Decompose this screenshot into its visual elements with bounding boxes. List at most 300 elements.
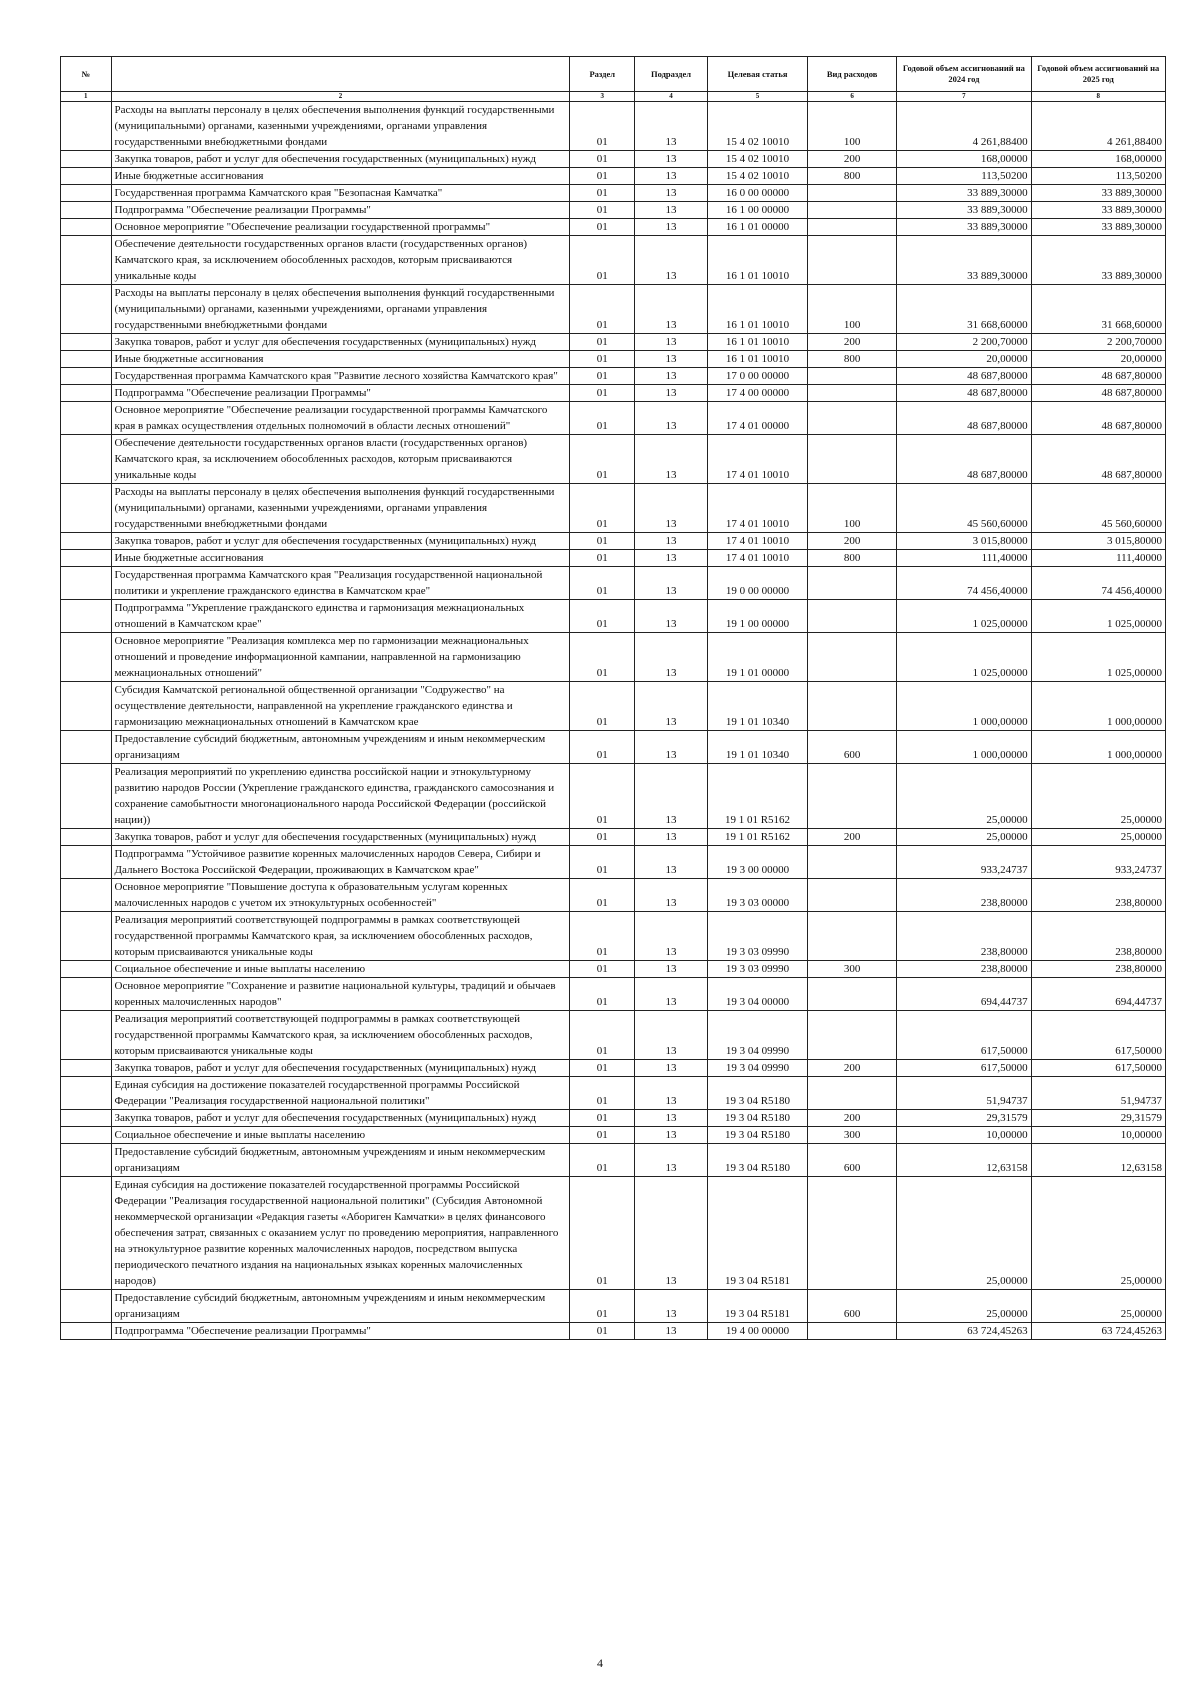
row-podrazdel-cell: 13	[634, 351, 707, 368]
row-name-cell: Основное мероприятие "Обеспечение реализации государственной программы"	[111, 219, 570, 236]
row-number-cell	[61, 236, 112, 285]
row-target-article-cell: 16 1 00 00000	[708, 202, 808, 219]
row-2025-cell: 933,24737	[1031, 846, 1165, 879]
row-target-article-cell: 17 4 01 10010	[708, 533, 808, 550]
row-name-cell: Иные бюджетные ассигнования	[111, 351, 570, 368]
row-number-cell	[61, 1177, 112, 1290]
row-podrazdel-cell: 13	[634, 368, 707, 385]
header-row	[61, 57, 1166, 92]
row-podrazdel-cell: 13	[634, 1110, 707, 1127]
row-expense-type-cell: 100	[808, 484, 897, 533]
row-expense-type-cell	[808, 1323, 897, 1340]
table-row	[61, 846, 1166, 879]
row-2025-cell: 238,80000	[1031, 912, 1165, 961]
row-2025-cell: 113,50200	[1031, 168, 1165, 185]
row-expense-type-cell	[808, 368, 897, 385]
table-row	[61, 351, 1166, 368]
row-2024-cell: 48 687,80000	[897, 402, 1031, 435]
row-2024-cell: 113,50200	[897, 168, 1031, 185]
row-target-article-cell: 17 4 00 00000	[708, 385, 808, 402]
row-podrazdel-cell: 13	[634, 912, 707, 961]
row-razdel-cell: 01	[570, 402, 634, 435]
table-row	[61, 731, 1166, 764]
row-target-article-cell: 19 3 04 R5181	[708, 1290, 808, 1323]
col-number: 8	[1031, 92, 1165, 102]
row-number-cell	[61, 1323, 112, 1340]
row-target-article-cell: 15 4 02 10010	[708, 151, 808, 168]
row-name-cell: Единая субсидия на достижение показателей государственной программы Российской Федерации "Реализация государственной национальной политики"	[111, 1077, 570, 1110]
row-expense-type-cell	[808, 202, 897, 219]
row-2025-cell: 33 889,30000	[1031, 202, 1165, 219]
row-name-cell: Государственная программа Камчатского края "Развитие лесного хозяйства Камчатского края"	[111, 368, 570, 385]
row-number-cell	[61, 1011, 112, 1060]
row-name-cell: Основное мероприятие "Реализация комплекса мер по гармонизации межнациональных отношений и проведение информационной кампании, направленной на гармонизацию межнациональных отношений"	[111, 633, 570, 682]
row-expense-type-cell	[808, 567, 897, 600]
row-razdel-cell: 01	[570, 978, 634, 1011]
row-podrazdel-cell: 13	[634, 168, 707, 185]
row-number-cell	[61, 151, 112, 168]
row-name-cell: Реализация мероприятий по укреплению единства российской нации и этнокультурному развитию народов России (Укрепление гражданского единства, гражданского самосознания и сохранение самобытности многонационального народа Российской Федерации (российской нации))	[111, 764, 570, 829]
row-number-cell	[61, 961, 112, 978]
row-2025-cell: 168,00000	[1031, 151, 1165, 168]
row-name-cell: Социальное обеспечение и иные выплаты населению	[111, 961, 570, 978]
row-2025-cell: 1 000,00000	[1031, 682, 1165, 731]
row-expense-type-cell	[808, 879, 897, 912]
row-target-article-cell: 16 1 01 10010	[708, 285, 808, 334]
row-target-article-cell: 19 3 00 00000	[708, 846, 808, 879]
budget-table	[60, 56, 1166, 1340]
table-row	[61, 912, 1166, 961]
table-row	[61, 764, 1166, 829]
row-2024-cell: 33 889,30000	[897, 185, 1031, 202]
row-target-article-cell: 15 4 02 10010	[708, 102, 808, 151]
row-2024-cell: 31 668,60000	[897, 285, 1031, 334]
table-row	[61, 236, 1166, 285]
row-number-cell	[61, 285, 112, 334]
row-target-article-cell: 19 3 03 09990	[708, 912, 808, 961]
row-number-cell	[61, 102, 112, 151]
row-2024-cell: 2 200,70000	[897, 334, 1031, 351]
row-number-cell	[61, 682, 112, 731]
row-2024-cell: 1 025,00000	[897, 600, 1031, 633]
row-number-cell	[61, 633, 112, 682]
row-2025-cell: 238,80000	[1031, 961, 1165, 978]
row-razdel-cell: 01	[570, 533, 634, 550]
row-podrazdel-cell: 13	[634, 236, 707, 285]
table-row	[61, 1077, 1166, 1110]
row-2025-cell: 694,44737	[1031, 978, 1165, 1011]
row-target-article-cell: 19 3 04 R5180	[708, 1127, 808, 1144]
table-row	[61, 829, 1166, 846]
row-podrazdel-cell: 13	[634, 1127, 707, 1144]
row-2025-cell: 45 560,60000	[1031, 484, 1165, 533]
row-expense-type-cell	[808, 600, 897, 633]
row-2024-cell: 617,50000	[897, 1060, 1031, 1077]
row-expense-type-cell: 800	[808, 550, 897, 567]
row-target-article-cell: 19 3 04 09990	[708, 1060, 808, 1077]
row-2024-cell: 933,24737	[897, 846, 1031, 879]
row-2025-cell: 31 668,60000	[1031, 285, 1165, 334]
row-2024-cell: 45 560,60000	[897, 484, 1031, 533]
row-number-cell	[61, 533, 112, 550]
row-podrazdel-cell: 13	[634, 1144, 707, 1177]
row-2024-cell: 25,00000	[897, 1290, 1031, 1323]
table-row	[61, 1110, 1166, 1127]
table-row	[61, 202, 1166, 219]
row-target-article-cell: 19 1 01 R5162	[708, 829, 808, 846]
row-podrazdel-cell: 13	[634, 102, 707, 151]
row-podrazdel-cell: 13	[634, 731, 707, 764]
row-podrazdel-cell: 13	[634, 682, 707, 731]
row-expense-type-cell	[808, 435, 897, 484]
row-razdel-cell: 01	[570, 484, 634, 533]
row-podrazdel-cell: 13	[634, 600, 707, 633]
row-expense-type-cell	[808, 764, 897, 829]
table-row	[61, 219, 1166, 236]
table-body	[61, 102, 1166, 1340]
row-2025-cell: 63 724,45263	[1031, 1323, 1165, 1340]
table-row	[61, 633, 1166, 682]
row-number-cell	[61, 435, 112, 484]
row-name-cell: Предоставление субсидий бюджетным, автономным учреждениям и иным некоммерческим организациям	[111, 1144, 570, 1177]
row-2024-cell: 694,44737	[897, 978, 1031, 1011]
row-2024-cell: 33 889,30000	[897, 202, 1031, 219]
row-2025-cell: 2 200,70000	[1031, 334, 1165, 351]
row-podrazdel-cell: 13	[634, 285, 707, 334]
row-2024-cell: 51,94737	[897, 1077, 1031, 1110]
row-number-cell	[61, 1144, 112, 1177]
row-razdel-cell: 01	[570, 1144, 634, 1177]
row-name-cell: Реализация мероприятий соответствующей подпрограммы в рамках соответствующей государственной программы Камчатского края, за исключением обособленных расходов, которым присваиваются уникальные коды	[111, 912, 570, 961]
row-target-article-cell: 19 3 04 00000	[708, 978, 808, 1011]
row-number-cell	[61, 1110, 112, 1127]
row-razdel-cell: 01	[570, 368, 634, 385]
row-target-article-cell: 19 1 01 00000	[708, 633, 808, 682]
row-razdel-cell: 01	[570, 219, 634, 236]
row-expense-type-cell	[808, 236, 897, 285]
table-row	[61, 1177, 1166, 1290]
row-name-cell: Закупка товаров, работ и услуг для обеспечения государственных (муниципальных) нужд	[111, 334, 570, 351]
row-name-cell: Расходы на выплаты персоналу в целях обеспечения выполнения функций государственными (муниципальными) органами, казенными учреждениями, органами управления государственными внебюджетными фондами	[111, 102, 570, 151]
row-podrazdel-cell: 13	[634, 1323, 707, 1340]
table-row	[61, 285, 1166, 334]
row-2025-cell: 48 687,80000	[1031, 368, 1165, 385]
row-number-cell	[61, 402, 112, 435]
table-row	[61, 185, 1166, 202]
row-2024-cell: 63 724,45263	[897, 1323, 1031, 1340]
table-row	[61, 334, 1166, 351]
row-target-article-cell: 16 1 01 00000	[708, 219, 808, 236]
row-razdel-cell: 01	[570, 1060, 634, 1077]
row-target-article-cell: 17 4 01 10010	[708, 435, 808, 484]
col-number: 1	[61, 92, 112, 102]
col-header-podrazdel: Подраздел	[634, 57, 707, 92]
row-podrazdel-cell: 13	[634, 1077, 707, 1110]
row-2024-cell: 20,00000	[897, 351, 1031, 368]
row-razdel-cell: 01	[570, 1290, 634, 1323]
row-podrazdel-cell: 13	[634, 435, 707, 484]
row-expense-type-cell: 200	[808, 151, 897, 168]
row-2025-cell: 25,00000	[1031, 764, 1165, 829]
row-name-cell: Обеспечение деятельности государственных органов власти (государственных органов) Камчатского края, за исключением обособленных расходов, которым присваиваются уникальные коды	[111, 435, 570, 484]
table-row	[61, 102, 1166, 151]
row-expense-type-cell: 600	[808, 1144, 897, 1177]
row-number-cell	[61, 978, 112, 1011]
row-name-cell: Закупка товаров, работ и услуг для обеспечения государственных (муниципальных) нужд	[111, 1060, 570, 1077]
row-target-article-cell: 19 3 03 09990	[708, 961, 808, 978]
table-row	[61, 1290, 1166, 1323]
row-number-cell	[61, 385, 112, 402]
row-number-cell	[61, 368, 112, 385]
row-name-cell: Социальное обеспечение и иные выплаты населению	[111, 1127, 570, 1144]
row-2024-cell: 3 015,80000	[897, 533, 1031, 550]
row-2025-cell: 617,50000	[1031, 1060, 1165, 1077]
row-podrazdel-cell: 13	[634, 1011, 707, 1060]
row-2024-cell: 48 687,80000	[897, 368, 1031, 385]
row-podrazdel-cell: 13	[634, 846, 707, 879]
row-expense-type-cell: 100	[808, 285, 897, 334]
row-number-cell	[61, 185, 112, 202]
page-number: 4	[597, 1656, 603, 1670]
row-podrazdel-cell: 13	[634, 764, 707, 829]
col-header-target-article: Целевая статья	[708, 57, 808, 92]
row-name-cell: Закупка товаров, работ и услуг для обеспечения государственных (муниципальных) нужд	[111, 533, 570, 550]
row-target-article-cell: 19 1 01 10340	[708, 682, 808, 731]
row-target-article-cell: 19 3 03 00000	[708, 879, 808, 912]
row-name-cell: Подпрограмма "Обеспечение реализации Программы"	[111, 202, 570, 219]
table-row	[61, 1060, 1166, 1077]
row-podrazdel-cell: 13	[634, 484, 707, 533]
col-number: 5	[708, 92, 808, 102]
row-expense-type-cell: 800	[808, 168, 897, 185]
row-name-cell: Иные бюджетные ассигнования	[111, 168, 570, 185]
row-expense-type-cell	[808, 912, 897, 961]
row-razdel-cell: 01	[570, 1127, 634, 1144]
row-number-cell	[61, 219, 112, 236]
row-name-cell: Закупка товаров, работ и услуг для обеспечения государственных (муниципальных) нужд	[111, 829, 570, 846]
row-2025-cell: 33 889,30000	[1031, 185, 1165, 202]
table-row	[61, 1323, 1166, 1340]
row-expense-type-cell: 200	[808, 829, 897, 846]
row-razdel-cell: 01	[570, 567, 634, 600]
row-expense-type-cell: 600	[808, 731, 897, 764]
row-podrazdel-cell: 13	[634, 334, 707, 351]
table-row	[61, 533, 1166, 550]
row-2025-cell: 33 889,30000	[1031, 219, 1165, 236]
table-row	[61, 600, 1166, 633]
row-number-cell	[61, 1060, 112, 1077]
row-number-cell	[61, 1290, 112, 1323]
row-razdel-cell: 01	[570, 1011, 634, 1060]
row-2025-cell: 25,00000	[1031, 829, 1165, 846]
row-expense-type-cell	[808, 402, 897, 435]
row-number-cell	[61, 1077, 112, 1110]
row-2024-cell: 168,00000	[897, 151, 1031, 168]
row-2025-cell: 617,50000	[1031, 1011, 1165, 1060]
row-expense-type-cell	[808, 1011, 897, 1060]
row-2025-cell: 48 687,80000	[1031, 402, 1165, 435]
row-razdel-cell: 01	[570, 202, 634, 219]
row-podrazdel-cell: 13	[634, 533, 707, 550]
row-number-cell	[61, 879, 112, 912]
row-2025-cell: 12,63158	[1031, 1144, 1165, 1177]
table-row	[61, 978, 1166, 1011]
row-target-article-cell: 16 1 01 10010	[708, 236, 808, 285]
row-2024-cell: 1 000,00000	[897, 682, 1031, 731]
row-expense-type-cell	[808, 682, 897, 731]
row-razdel-cell: 01	[570, 1323, 634, 1340]
row-razdel-cell: 01	[570, 351, 634, 368]
row-target-article-cell: 19 1 00 00000	[708, 600, 808, 633]
row-expense-type-cell	[808, 385, 897, 402]
row-number-cell	[61, 846, 112, 879]
row-2024-cell: 111,40000	[897, 550, 1031, 567]
row-razdel-cell: 01	[570, 435, 634, 484]
row-razdel-cell: 01	[570, 600, 634, 633]
row-2025-cell: 4 261,88400	[1031, 102, 1165, 151]
row-razdel-cell: 01	[570, 151, 634, 168]
table-header	[61, 57, 1166, 102]
row-2024-cell: 33 889,30000	[897, 219, 1031, 236]
row-razdel-cell: 01	[570, 550, 634, 567]
row-expense-type-cell: 600	[808, 1290, 897, 1323]
table-row	[61, 1011, 1166, 1060]
row-2024-cell: 33 889,30000	[897, 236, 1031, 285]
row-2025-cell: 111,40000	[1031, 550, 1165, 567]
row-target-article-cell: 17 0 00 00000	[708, 368, 808, 385]
row-number-cell	[61, 484, 112, 533]
row-name-cell: Основное мероприятие "Повышение доступа к образовательным услугам коренных малочисленных народов с учетом их этнокультурных особенностей"	[111, 879, 570, 912]
row-2025-cell: 10,00000	[1031, 1127, 1165, 1144]
row-razdel-cell: 01	[570, 1110, 634, 1127]
row-target-article-cell: 19 0 00 00000	[708, 567, 808, 600]
row-razdel-cell: 01	[570, 961, 634, 978]
row-podrazdel-cell: 13	[634, 1290, 707, 1323]
row-name-cell: Субсидия Камчатской региональной общественной организации "Содружество" на осуществление деятельности, направленной на укрепление гражданского единства и гармонизацию межнациональных отношений в Камчатском крае	[111, 682, 570, 731]
row-target-article-cell: 19 3 04 R5180	[708, 1144, 808, 1177]
col-number: 7	[897, 92, 1031, 102]
row-podrazdel-cell: 13	[634, 879, 707, 912]
row-2025-cell: 3 015,80000	[1031, 533, 1165, 550]
table-row	[61, 435, 1166, 484]
row-name-cell: Единая субсидия на достижение показателей государственной программы Российской Федерации "Реализация государственной национальной политики" (Субсидия Автономной некоммерческой организации «Редакция газеты «Абориген Камчатки» в целях финансового обеспечения затрат, связанных с оказанием услуг по проведению мероприятия, направленного на этнокультурное развитие коренных малочисленных народов, посредством выпуска периодического печатного издания на национальных языках коренных малочисленных народов)	[111, 1177, 570, 1290]
row-name-cell: Подпрограмма "Укрепление гражданского единства и гармонизация межнациональных отношений в Камчатском крае"	[111, 600, 570, 633]
row-expense-type-cell	[808, 185, 897, 202]
row-expense-type-cell: 200	[808, 334, 897, 351]
row-podrazdel-cell: 13	[634, 385, 707, 402]
row-name-cell: Предоставление субсидий бюджетным, автономным учреждениям и иным некоммерческим организациям	[111, 1290, 570, 1323]
table-row	[61, 368, 1166, 385]
row-expense-type-cell: 200	[808, 1110, 897, 1127]
row-expense-type-cell: 200	[808, 533, 897, 550]
row-2025-cell: 74 456,40000	[1031, 567, 1165, 600]
col-header-number: №	[61, 57, 112, 92]
row-2025-cell: 48 687,80000	[1031, 385, 1165, 402]
table-row	[61, 567, 1166, 600]
row-podrazdel-cell: 13	[634, 402, 707, 435]
row-2024-cell: 1 025,00000	[897, 633, 1031, 682]
row-expense-type-cell: 100	[808, 102, 897, 151]
table-row	[61, 484, 1166, 533]
row-2024-cell: 238,80000	[897, 912, 1031, 961]
row-expense-type-cell	[808, 846, 897, 879]
row-razdel-cell: 01	[570, 1177, 634, 1290]
row-podrazdel-cell: 13	[634, 978, 707, 1011]
row-number-cell	[61, 334, 112, 351]
row-2024-cell: 25,00000	[897, 829, 1031, 846]
row-number-cell	[61, 550, 112, 567]
row-name-cell: Подпрограмма "Обеспечение реализации Программы"	[111, 1323, 570, 1340]
row-podrazdel-cell: 13	[634, 151, 707, 168]
row-2025-cell: 20,00000	[1031, 351, 1165, 368]
table-row	[61, 1127, 1166, 1144]
row-razdel-cell: 01	[570, 764, 634, 829]
row-target-article-cell: 16 1 01 10010	[708, 351, 808, 368]
row-podrazdel-cell: 13	[634, 185, 707, 202]
row-target-article-cell: 19 4 00 00000	[708, 1323, 808, 1340]
row-razdel-cell: 01	[570, 185, 634, 202]
row-razdel-cell: 01	[570, 334, 634, 351]
col-header-razdel: Раздел	[570, 57, 634, 92]
col-header-name	[111, 57, 570, 92]
table-row	[61, 402, 1166, 435]
row-target-article-cell: 19 1 01 R5162	[708, 764, 808, 829]
col-header-expense-type: Вид расходов	[808, 57, 897, 92]
table-row	[61, 550, 1166, 567]
row-razdel-cell: 01	[570, 102, 634, 151]
document-page	[60, 56, 1166, 1340]
table-row	[61, 682, 1166, 731]
row-name-cell: Государственная программа Камчатского края "Безопасная Камчатка"	[111, 185, 570, 202]
row-razdel-cell: 01	[570, 236, 634, 285]
row-expense-type-cell: 300	[808, 961, 897, 978]
row-expense-type-cell	[808, 1077, 897, 1110]
row-podrazdel-cell: 13	[634, 219, 707, 236]
table-row	[61, 879, 1166, 912]
row-razdel-cell: 01	[570, 879, 634, 912]
row-target-article-cell: 16 1 01 10010	[708, 334, 808, 351]
row-target-article-cell: 17 4 01 10010	[708, 484, 808, 533]
row-name-cell: Обеспечение деятельности государственных органов власти (государственных органов) Камчатского края, за исключением обособленных расходов, которым присваиваются уникальные коды	[111, 236, 570, 285]
row-2024-cell: 1 000,00000	[897, 731, 1031, 764]
row-name-cell: Иные бюджетные ассигнования	[111, 550, 570, 567]
table-row	[61, 385, 1166, 402]
row-2024-cell: 48 687,80000	[897, 385, 1031, 402]
col-number: 2	[111, 92, 570, 102]
row-2025-cell: 25,00000	[1031, 1290, 1165, 1323]
row-razdel-cell: 01	[570, 682, 634, 731]
row-podrazdel-cell: 13	[634, 633, 707, 682]
table-row	[61, 151, 1166, 168]
col-number: 4	[634, 92, 707, 102]
row-podrazdel-cell: 13	[634, 1060, 707, 1077]
row-2024-cell: 617,50000	[897, 1011, 1031, 1060]
row-2025-cell: 25,00000	[1031, 1177, 1165, 1290]
row-target-article-cell: 19 3 04 R5180	[708, 1077, 808, 1110]
row-expense-type-cell: 800	[808, 351, 897, 368]
row-razdel-cell: 01	[570, 1077, 634, 1110]
row-name-cell: Подпрограмма "Устойчивое развитие коренных малочисленных народов Севера, Сибири и Дальнего Востока Российской Федерации, проживающих в Камчатском крае"	[111, 846, 570, 879]
row-name-cell: Основное мероприятие "Сохранение и развитие национальной культуры, традиций и обычаев коренных малочисленных народов"	[111, 978, 570, 1011]
row-expense-type-cell: 200	[808, 1060, 897, 1077]
row-number-cell	[61, 1127, 112, 1144]
column-number-row	[61, 92, 1166, 102]
row-2025-cell: 48 687,80000	[1031, 435, 1165, 484]
col-header-2024: Годовой объем ассигнований на 2024 год	[897, 57, 1031, 92]
row-razdel-cell: 01	[570, 731, 634, 764]
row-expense-type-cell: 300	[808, 1127, 897, 1144]
row-2025-cell: 51,94737	[1031, 1077, 1165, 1110]
